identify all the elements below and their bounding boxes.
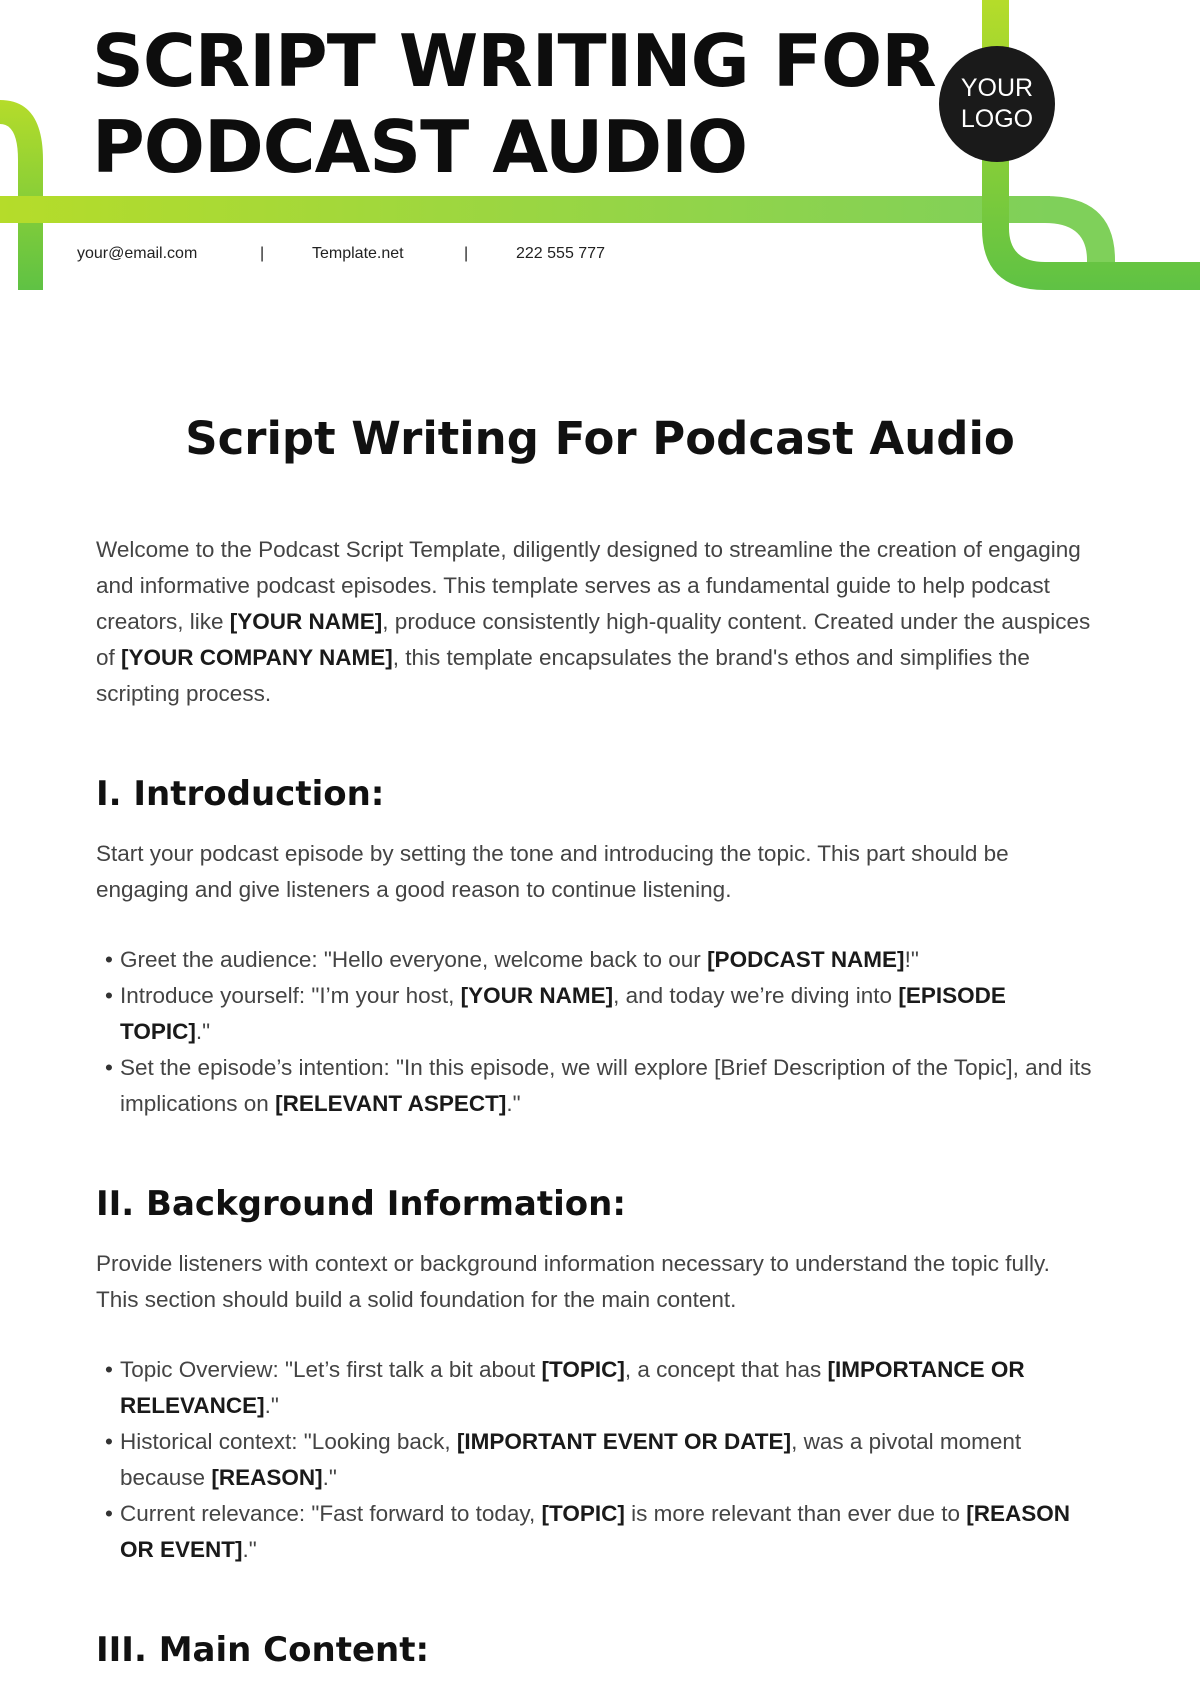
contact-email: your@email.com — [77, 245, 198, 262]
contact-separator-1: | — [260, 245, 265, 262]
section-heading-introduction: I. Introduction: — [96, 774, 385, 814]
section-paragraph-introduction: Start your podcast episode by setting the tone and introducing the topic. This part should be engaging and give listeners a good reason to continue listening. — [96, 841, 1009, 902]
list-item: • Greet the audience: "Hello everyone, welcome back to our [PODCAST NAME]!" — [120, 942, 1096, 978]
list-item: • Set the episode’s intention: "In this episode, we will explore [Brief Description of the Topic], and its implications on [RELEVANT ASPECT]." — [120, 1050, 1096, 1122]
header-title — [92, 18, 936, 190]
intro-placeholder-company-name: [YOUR COMPANY NAME] — [121, 645, 393, 670]
section-heading-background: II. Background Information: — [96, 1184, 626, 1224]
list-item: • Introduce yourself: "I’m your host, [YOUR NAME], and today we’re diving into [EPISODE TOPIC]." — [120, 978, 1096, 1050]
logo-badge — [939, 46, 1055, 162]
logo-text-line1: YOUR — [960, 74, 1034, 102]
section-heading-main-content: III. Main Content: — [96, 1630, 430, 1670]
document-body — [96, 532, 1096, 1670]
header-title-line2: PODCAST AUDIO — [92, 105, 748, 189]
intro-text-1: Welcome to the Podcast Script Template, diligently designed to streamline the creation of engaging and informative podcast episodes. This template serves as a fundamental guide to help podcast creators, like — [96, 537, 1081, 634]
list-item: • Topic Overview: "Let’s first talk a bit about [TOPIC], a concept that has [IMPORTANCE OR RELEVANCE]." — [120, 1352, 1096, 1424]
header-title-line1: SCRIPT WRITING FOR — [92, 19, 936, 103]
intro-paragraph — [96, 532, 1096, 712]
horizontal-green-band — [0, 196, 1050, 223]
list-item: • Historical context: "Looking back, [IMPORTANT EVENT OR DATE], was a pivotal moment because [REASON]." — [120, 1424, 1096, 1496]
contact-separator-2: | — [464, 245, 469, 262]
introduction-bullet-list — [96, 942, 1096, 1122]
intro-text-3: , this template encapsulates the brand's ethos and simplifies the scripting process. — [96, 645, 1030, 706]
intro-text-2: , produce consistently high-quality content. Created under the auspices of — [96, 609, 1091, 670]
background-bullet-list — [96, 1352, 1096, 1568]
logo-text-line2: LOGO — [960, 105, 1034, 133]
section-paragraph-background: Provide listeners with context or background information necessary to understand the topic fully. This section should build a solid foundation for the main content. — [96, 1251, 1050, 1312]
contact-phone: 222 555 777 — [516, 245, 605, 262]
contact-website: Template.net — [312, 245, 404, 262]
intro-placeholder-your-name: [YOUR NAME] — [229, 609, 383, 634]
document-title: Script Writing For Podcast Audio — [185, 412, 1015, 465]
list-item: • Current relevance: "Fast forward to today, [TOPIC] is more relevant than ever due to [REASON OR EVENT]." — [120, 1496, 1096, 1568]
contact-bar — [0, 245, 1200, 269]
